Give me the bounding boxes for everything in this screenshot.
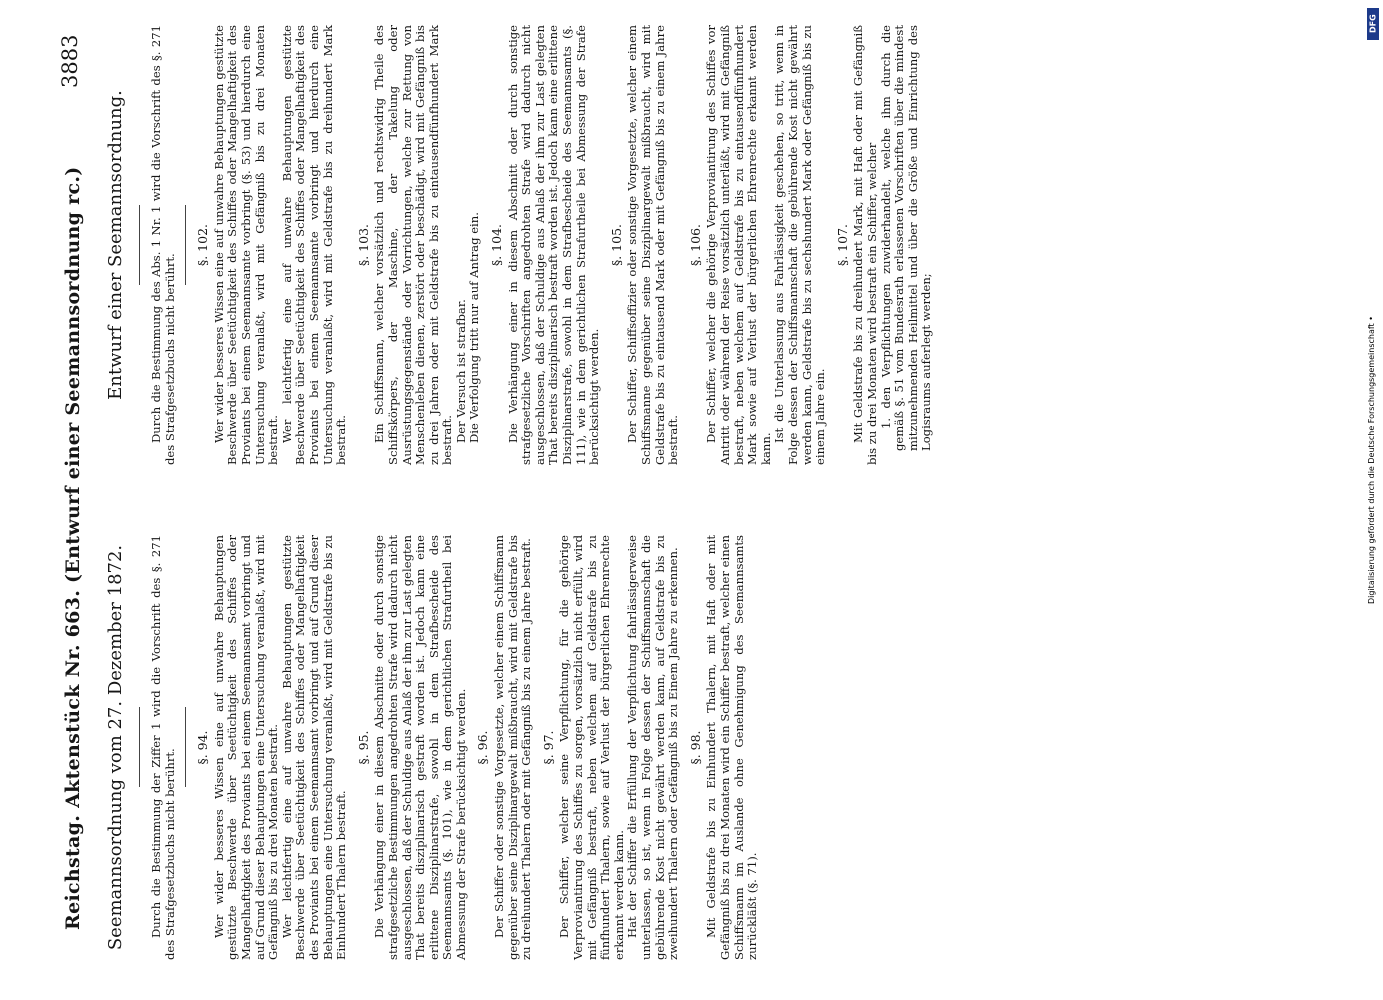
section-heading: §. 94. <box>195 730 211 765</box>
running-header: Reichstag. Aktenstück Nr. 663. (Entwurf einer Seemannsordnung rc.) <box>62 166 84 930</box>
section-paragraph: Der Schiffer, welcher die gehörige Verproviantirung des Schiffes vor Antritt oder während der Reise vorsätzlich unterläßt, wird mit Gefängniß bestraft, neben welchem auf Geldstrafe bis zu eintausendfünfhundert Mark sowie auf Verlust der bürgerlichen Ehrenrechte erkannt werden kann. <box>704 25 773 465</box>
section-heading: §. 107. <box>834 223 850 267</box>
section-heading: §. 103. <box>355 223 371 267</box>
right-column <box>105 25 934 465</box>
section-paragraph: Die Verhängung einer in diesem Abschnitt oder durch sonstige strafgesetzliche Vorschriften angedrohten Strafe wird dadurch nicht ausgeschlossen, daß der Schuldige aus Anlaß der ihm zur Last gelegten That bereits disziplinarisch bestraft worden ist. Jedoch kann eine erlittene Disziplinarstrafe, sowohl in dem Strafbescheide des Seemannsamts (§. 111), wie in dem gerichtlichen Strafurtheile bei Abmessung der Strafe berücksichtigt werden. <box>505 25 602 465</box>
section-paragraph: Mit Geldstrafe bis zu Einhundert Thalern, mit Haft oder mit Gefängniß bis zu drei Monaten wird ein Schiffer bestraft, welcher einen Schiffsmann im Auslande ohne Genehmigung des Seemannsamts zurückläßt (§. 71). <box>704 535 760 960</box>
section-heading: §. 96. <box>475 730 491 765</box>
section-paragraph: Hat der Schiffer die Erfüllung der Verpflichtung fahrlässigerweise unterlassen, so ist, wenn in Folge dessen der Schiffsmannschaft die gebührende Kost nicht gewährt werden kann, auf Geldstrafe bis zu zweihundert Thalern oder Gefängniß bis zu Einem Jahre zu erkennen. <box>625 535 681 960</box>
section-paragraph: Der Schiffer, Schiffsoffizier oder sonstige Vorgesetzte, welcher einem Schiffsmanne gegenüber seine Disziplinargewalt mißbraucht, wird mit Geldstrafe bis zu eintausend Mark oder mit Gefängniß bis zu einem Jahre bestraft. <box>625 25 681 465</box>
right-column-title: Entwurf einer Seemannsordnung. <box>105 90 126 400</box>
divider <box>139 708 140 788</box>
section-heading: §. 95. <box>355 730 371 765</box>
divider <box>185 708 186 788</box>
section-paragraph: Der Versuch ist strafbar. <box>453 299 468 443</box>
section-heading: §. 102. <box>195 223 211 267</box>
section-paragraph: Wer wider besseres Wissen eine auf unwahre Behauptungen gestützte Beschwerde über Seetüchtigkeit des Schiffes oder Mangelhaftigkeit des Proviants bei einem Seemannsamte vorbringt (§. 53) und hierdurch eine Untersuchung veranlaßt, wird mit Gefängniß bis zu drei Monaten bestraft. <box>211 25 281 465</box>
list-item: 1. den Verpflichtungen zuwiderhandelt, welche ihm durch die gemäß §. 51 vom Bundesrath erlassenen Vorschriften über die mindest mitzunehmenden Heilmittel und über die Größe und Einrichtung des Logisraums auferlegt werden; <box>878 25 934 451</box>
right-intro: Durch die Bestimmung des Abs. 1 Nr. 1 wird die Vorschrift des §. 271 des Strafgesetzbuchs nicht berührt. <box>149 25 177 465</box>
right-sections <box>196 25 934 465</box>
section-paragraph: Die Verfolgung tritt nur auf Antrag ein. <box>467 212 482 443</box>
section-paragraph: Wer wider besseres Wissen eine auf unwahre Behauptungen gestützte Beschwerde über Seetüchtigkeit des Schiffes oder Mangelhaftigkeit des Proviants bei einem Seemannsamt vorbringt und auf Grund dieser Behauptungen eine Untersuchung veranlaßt, wird mit Gefängniß bis zu drei Monaten bestraft. <box>211 535 281 960</box>
section-paragraph: Wer leichtfertig eine auf unwahre Behauptungen gestützte Beschwerde über Seetüchtigkeit des Schiffes oder Mangelhaftigkeit des Proviants bei einem Seemannsamt vorbringt und auf Grund dieser Behauptungen eine Untersuchung veranlaßt, wird mit Geldstrafe bis zu Einhundert Thalern bestraft. <box>279 535 349 960</box>
section-heading: §. 106. <box>687 223 703 267</box>
section-heading: §. 104. <box>489 223 505 267</box>
section-heading: §. 98. <box>687 730 703 765</box>
section-paragraph: Wer leichtfertig eine auf unwahre Behauptungen gestützte Beschwerde über Seetüchtigkeit des Schiffes oder Mangelhaftigkeit des Proviants bei einem Seemannsamte vorbringt und hierdurch eine Untersuchung veranlaßt, wird mit Geldstrafe bis zu dreihundert Mark bestraft. <box>279 25 349 465</box>
section-heading: §. 97. <box>540 730 556 765</box>
section-paragraph: Ein Schiffsmann, welcher vorsätzlich und rechtswidrig Theile des Schiffskörpers, der Maschine, der Takelung oder Ausrüstungsgegenstände oder Vorrichtungen, welche zur Rettung von Menschenleben dienen, zerstört oder beschädigt, wird mit Gefängniß bis zu drei Jahren oder mit Geldstrafe bis zu eintausendfünfhundert Mark bestraft. <box>372 25 455 465</box>
digitization-credit: Digitalisierung gefördert durch die Deutsche Forschungsgemeinschaft • <box>1367 316 1376 604</box>
section-paragraph: Der Schiffer oder sonstige Vorgesetzte, welcher einem Schiffsmann gegenüber seine Disziplinargewalt mißbraucht, wird mit Geldstrafe bis zu dreihundert Thalern oder mit Gefängniß bis zu einem Jahre bestraft. <box>492 535 534 960</box>
section-paragraph: Mit Geldstrafe bis zu dreihundert Mark, mit Haft oder mit Gefängniß bis zu drei Monaten wird bestraft ein Schiffer, welcher <box>851 25 879 465</box>
left-column <box>105 535 760 960</box>
left-intro: Durch die Bestimmung der Ziffer 1 wird die Vorschrift des §. 271 des Strafgesetzbuchs nicht berührt. <box>149 535 177 960</box>
section-paragraph: Die Verhängung einer in diesem Abschnitte oder durch sonstige strafgesetzliche Bestimmungen angedrohten Strafe wird dadurch nicht ausgeschlossen, daß der Schuldige aus Anlaß der ihm zur Last gelegten That bereits disziplinarisch gestraft worden ist. Jedoch kann eine erlittene Disziplinarstrafe, sowohl in dem Strafbescheide des Seemannsamts (§. 101), wie in dem gerichtlichen Strafurtheil bei Abmessung der Strafe berücksichtigt werden. <box>372 535 468 960</box>
section-paragraph: Ist die Unterlassung aus Fahrlässigkeit geschehen, so tritt, wenn in Folge dessen der Schiffsmannschaft die gebührende Kost nicht gewährt werden kann, Geldstrafe bis zu sechshundert Mark oder Gefängniß bis zu einem Jahre ein. <box>772 25 828 465</box>
divider <box>185 205 186 285</box>
page-number: 3883 <box>58 34 82 88</box>
dfg-logo: DFG <box>1367 8 1379 40</box>
left-column-title: Seemannsordnung vom 27. Dezember 1872. <box>105 544 126 951</box>
section-paragraph: Der Schiffer, welcher seine Verpflichtung, für die gehörige Verproviantirung des Schiffes zu sorgen, vorsätzlich nicht erfüllt, wird mit Gefängniß bestraft, neben welchem auf Geldstrafe bis zu fünfhundert Thalern, sowie auf Verlust der bürgerlichen Ehrenrechte erkannt werden kann. <box>557 535 626 960</box>
section-heading: §. 105. <box>608 223 624 267</box>
left-sections <box>196 535 760 960</box>
divider <box>139 205 140 285</box>
